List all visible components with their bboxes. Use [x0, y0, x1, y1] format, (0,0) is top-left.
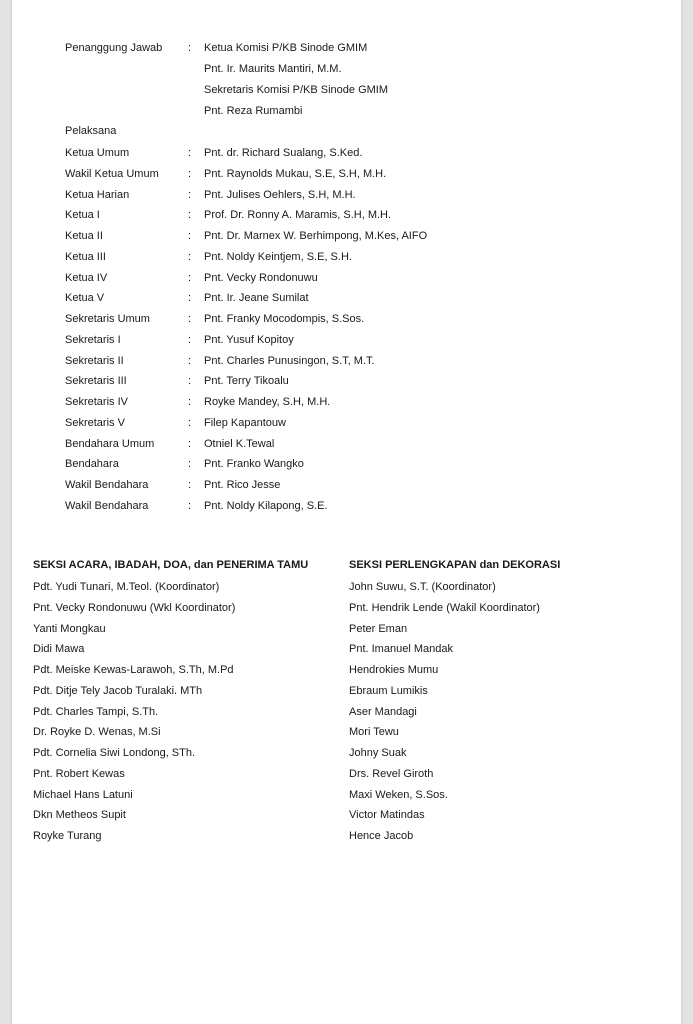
role-value: Pnt. Franky Mocodompis, S.Sos.	[204, 313, 365, 325]
member-item: Didi Mawa	[33, 643, 85, 656]
member-item: Maxi Weken, S.Sos.	[349, 788, 448, 801]
colon: :	[188, 209, 192, 222]
member-item: Dkn Metheos Supit	[33, 809, 126, 822]
role-row	[12, 415, 672, 431]
role-value: Otniel K.Tewal	[204, 437, 275, 450]
role-value: Pnt. Vecky Rondonuwu	[204, 271, 318, 284]
member-item: Johny Suak	[349, 747, 407, 759]
role-label: Sekretaris V	[65, 416, 125, 429]
member-item: Drs. Revel Giroth	[349, 767, 434, 780]
role-value: Pnt. Julises Oehlers, S.H, M.H.	[204, 188, 356, 201]
member-item: Pnt. Robert Kewas	[33, 767, 125, 780]
colon: :	[188, 458, 192, 471]
role-label: Sekretaris I	[65, 333, 121, 346]
member-item: Pnt. Vecky Rondonuwu (Wkl Koordinator)	[33, 601, 236, 614]
role-label: Ketua V	[65, 292, 105, 305]
penanggung-jawab-value: Pnt. Ir. Maurits Mantiri, M.M.	[204, 63, 342, 75]
role-label: Bendahara	[65, 458, 119, 471]
member-item: Royke Turang	[33, 830, 102, 842]
role-value: Prof. Dr. Ronny A. Maramis, S.H, M.H.	[204, 209, 392, 222]
colon: :	[188, 188, 192, 201]
member-item: Pnt. Imanuel Mandak	[349, 643, 453, 656]
role-row	[12, 145, 672, 161]
role-row	[12, 353, 672, 369]
role-label: Bendahara Umum	[65, 437, 155, 450]
colon: :	[188, 479, 192, 491]
member-item: Hence Jacob	[349, 830, 414, 842]
role-label: Ketua Harian	[65, 188, 130, 201]
colon: :	[188, 416, 192, 429]
role-row	[12, 249, 672, 265]
role-label: Ketua III	[65, 250, 106, 263]
role-row	[12, 332, 672, 348]
role-label: Wakil Ketua Umum	[65, 167, 159, 180]
member-item: Peter Eman	[349, 622, 408, 635]
role-value: Filep Kapantouw	[204, 416, 286, 429]
role-row	[12, 498, 672, 514]
member-item: Dr. Royke D. Wenas, M.Si	[33, 726, 161, 739]
colon: :	[188, 437, 192, 450]
colon: :	[188, 313, 192, 325]
penanggung-jawab-value: Sekretaris Komisi P/KB Sinode GMIM	[204, 84, 389, 96]
colon: :	[188, 167, 192, 180]
colon: :	[188, 147, 192, 159]
member-item: Hendrokies Mumu	[349, 664, 439, 676]
colon: :	[188, 271, 192, 284]
colon: :	[188, 333, 192, 346]
role-value: Pnt. Dr. Marnex W. Berhimpong, M.Kes, AIFO	[204, 230, 428, 242]
role-row	[12, 187, 672, 203]
role-value: Pnt. Franko Wangko	[204, 458, 304, 471]
member-item: Ebraum Lumikis	[349, 684, 428, 697]
role-value: Pnt. Noldy Kilapong, S.E.	[204, 499, 328, 512]
colon: :	[188, 42, 192, 54]
role-value: Pnt. Raynolds Mukau, S.E, S.H, M.H.	[204, 167, 387, 180]
colon: :	[188, 375, 192, 388]
role-label: Ketua Umum	[65, 147, 130, 159]
role-value: Pnt. Ir. Jeane Sumilat	[204, 292, 309, 305]
role-value: Pnt. Rico Jesse	[204, 479, 281, 491]
role-value: Pnt. Yusuf Kopitoy	[204, 333, 294, 346]
role-row	[12, 207, 672, 223]
role-label: Wakil Bendahara	[65, 499, 149, 512]
penanggung-jawab-row	[12, 40, 672, 56]
role-row	[12, 373, 672, 389]
role-row	[12, 436, 672, 452]
role-label: Ketua IV	[65, 271, 108, 284]
role-row	[12, 270, 672, 286]
member-item: Pdt. Charles Tampi, S.Th.	[33, 705, 159, 718]
member-item: Pdt. Yudi Tunari, M.Teol. (Koordinator)	[33, 581, 220, 593]
member-item: Pnt. Hendrik Lende (Wakil Koordinator)	[349, 601, 540, 614]
pelaksana-label: Pelaksana	[65, 125, 117, 137]
member-item: Pdt. Meiske Kewas-Larawoh, S.Th, M.Pd	[33, 664, 234, 676]
role-value: Pnt. Charles Punusingon, S.T, M.T.	[204, 354, 375, 367]
penanggung-jawab-value: Ketua Komisi P/KB Sinode GMIM	[204, 42, 368, 54]
colon: :	[188, 292, 192, 305]
penanggung-jawab-value: Pnt. Reza Rumambi	[204, 105, 303, 117]
penanggung-jawab-row	[12, 103, 672, 119]
role-value: Royke Mandey, S.H, M.H.	[204, 396, 331, 408]
member-item: Michael Hans Latuni	[33, 788, 133, 801]
role-value: Pnt. Noldy Keintjem, S.E, S.H.	[204, 250, 352, 263]
role-row	[12, 166, 672, 182]
penanggung-jawab-label: Penanggung Jawab	[65, 42, 163, 54]
seksi-acara-title: SEKSI ACARA, IBADAH, DOA, dan PENERIMA TAMU	[33, 559, 309, 571]
pelaksana-row	[12, 123, 672, 139]
role-value: Pnt. Terry Tikoalu	[204, 375, 289, 388]
colon: :	[188, 250, 192, 263]
colon: :	[188, 230, 192, 242]
member-item: John Suwu, S.T. (Koordinator)	[349, 581, 496, 593]
seksi-perlengkapan-title: SEKSI PERLENGKAPAN dan DEKORASI	[349, 559, 561, 571]
role-row	[12, 456, 672, 472]
role-label: Sekretaris IV	[65, 396, 128, 408]
role-label: Sekretaris Umum	[65, 313, 150, 325]
role-row	[12, 477, 672, 493]
member-item: Pdt. Ditje Tely Jacob Turalaki. MTh	[33, 684, 203, 697]
role-label: Wakil Bendahara	[65, 479, 149, 491]
penanggung-jawab-row	[12, 61, 672, 77]
penanggung-jawab-row	[12, 82, 672, 98]
role-row	[12, 394, 672, 410]
document-page	[12, 0, 681, 1024]
colon: :	[188, 354, 192, 367]
role-row	[12, 290, 672, 306]
member-item: Mori Tewu	[349, 726, 399, 739]
member-item: Yanti Mongkau	[33, 622, 106, 635]
member-item: Victor Matindas	[349, 809, 425, 822]
role-row	[12, 228, 672, 244]
role-label: Sekretaris III	[65, 375, 127, 388]
member-item: Pdt. Cornelia Siwi Londong, STh.	[33, 747, 196, 759]
role-label: Ketua I	[65, 209, 100, 222]
colon: :	[188, 499, 192, 512]
role-label: Ketua II	[65, 230, 103, 242]
colon: :	[188, 396, 192, 408]
member-item: Aser Mandagi	[349, 705, 417, 718]
role-row	[12, 311, 672, 327]
role-value: Pnt. dr. Richard Sualang, S.Ked.	[204, 147, 363, 159]
role-label: Sekretaris II	[65, 354, 124, 367]
